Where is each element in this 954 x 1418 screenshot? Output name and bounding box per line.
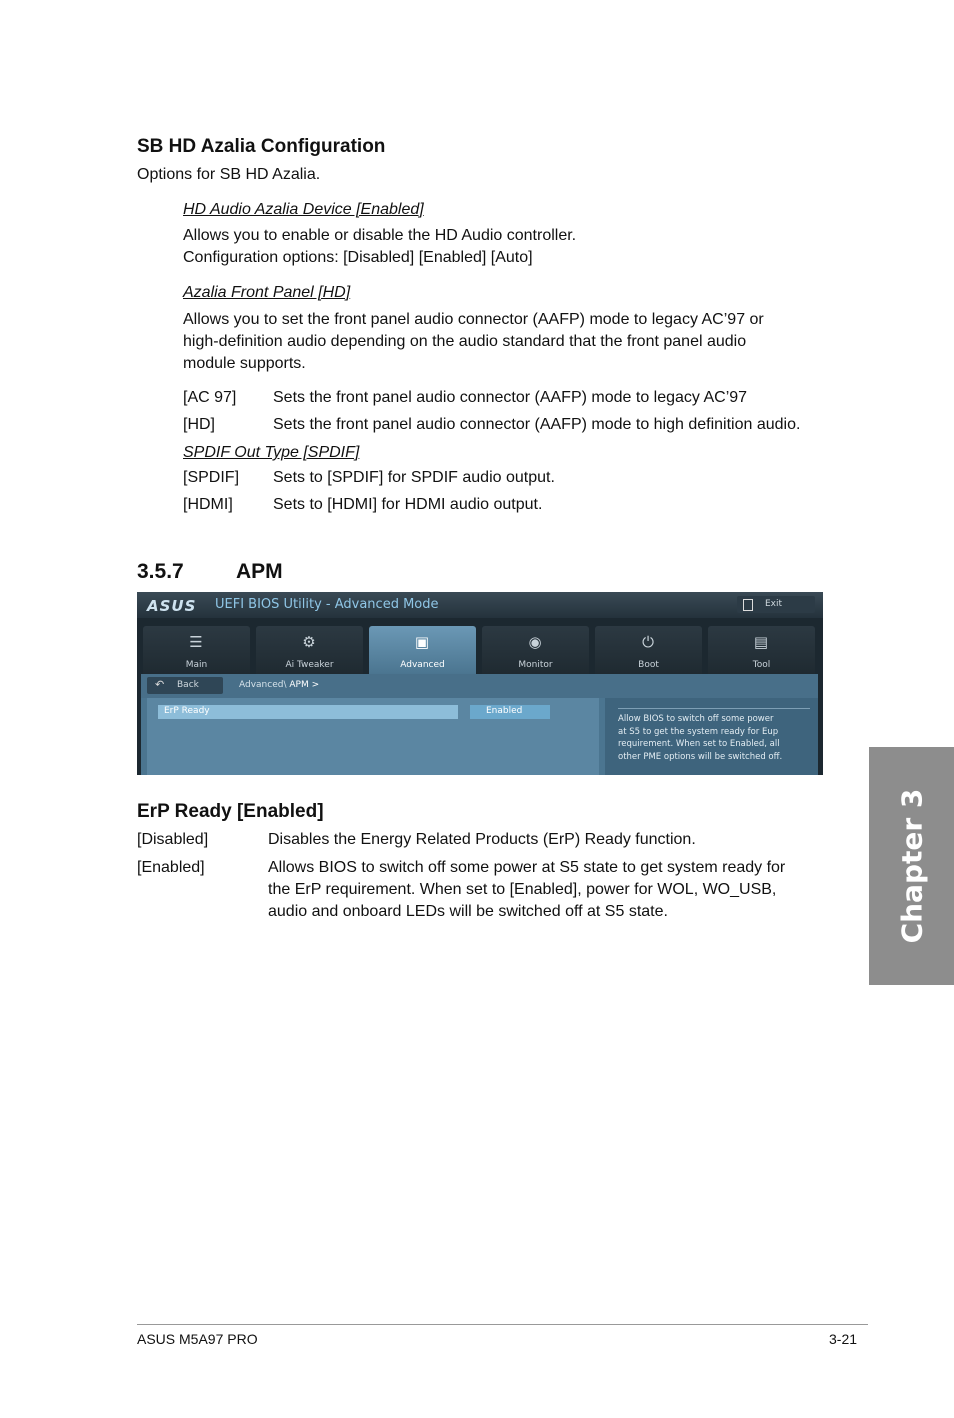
- advanced-icon: ▣: [414, 633, 430, 651]
- erp-ready-value-text: Enabled: [486, 706, 523, 716]
- breadcrumb-current[interactable]: APM >: [289, 680, 320, 690]
- item-desc-line: high-definition audio depending on the audio standard that the front panel audio: [183, 333, 747, 350]
- tab-label: Tool: [752, 660, 771, 670]
- chapter-tab: [869, 747, 954, 985]
- list-icon: ☰: [189, 633, 203, 651]
- erp-ready-value[interactable]: [470, 705, 550, 719]
- tab-tool[interactable]: [708, 626, 815, 674]
- help-line: other PME options will be switched off.: [618, 751, 783, 762]
- breadcrumb-prefix: Advanced\: [239, 680, 287, 690]
- exit-label: Exit: [765, 599, 783, 609]
- option-tag: [AC 97]: [183, 389, 237, 406]
- option-desc: Sets to [HDMI] for HDMI audio output.: [273, 496, 543, 513]
- footer-page-number: 3-21: [829, 1331, 858, 1347]
- breadcrumb-bar: [141, 674, 818, 698]
- option-tag: [HD]: [183, 416, 215, 433]
- exit-icon: [743, 599, 753, 611]
- apm-section-title: APM: [236, 560, 283, 583]
- monitor-icon: ◉: [528, 633, 542, 651]
- tab-advanced[interactable]: [369, 626, 476, 674]
- help-line: requirement. When set to Enabled, all: [618, 739, 780, 750]
- item-desc-line: Allows you to set the front panel audio connector (AAFP) mode to legacy AC’97 or: [183, 311, 764, 328]
- bios-screenshot: [137, 592, 823, 775]
- option-desc: Allows BIOS to switch off some power at S5 state to get system ready for: [268, 859, 786, 876]
- erp-ready-label: ErP Ready: [164, 706, 210, 716]
- tab-label: Advanced: [400, 660, 445, 670]
- bios-content-area: [141, 674, 818, 775]
- item-desc-line: Allows you to enable or disable the HD Audio controller.: [183, 227, 577, 244]
- option-desc: Sets the front panel audio connector (AAFP) mode to high definition audio.: [273, 416, 801, 433]
- apm-section-number: 3.5.7: [137, 560, 184, 583]
- tab-monitor[interactable]: [482, 626, 589, 674]
- footer-product: ASUS M5A97 PRO: [137, 1331, 258, 1347]
- option-desc: audio and onboard LEDs will be switched off at S5 state.: [268, 903, 668, 920]
- help-text: [618, 713, 810, 763]
- tab-boot[interactable]: [595, 626, 702, 674]
- back-button[interactable]: [147, 677, 223, 694]
- bios-title: UEFI BIOS Utility - Advanced Mode: [215, 597, 439, 612]
- section-intro: Options for SB HD Azalia.: [137, 166, 321, 183]
- option-desc: the ErP requirement. When set to [Enabled], power for WOL, WO_USB,: [268, 881, 777, 898]
- tab-label: Main: [185, 660, 208, 670]
- tab-main[interactable]: [143, 626, 250, 674]
- help-panel: [605, 698, 818, 775]
- asus-logo: ASUS: [147, 597, 197, 615]
- option-tag: [Enabled]: [137, 859, 205, 876]
- option-desc: Sets to [SPDIF] for SPDIF audio output.: [273, 469, 555, 486]
- erp-ready-row[interactable]: [158, 705, 458, 719]
- option-tag: [HDMI]: [183, 496, 233, 513]
- item-title-hd-audio: HD Audio Azalia Device [Enabled]: [183, 201, 424, 218]
- back-arrow-icon: ↶: [155, 678, 165, 691]
- tool-icon: ▤: [753, 633, 769, 651]
- option-desc: Disables the Energy Related Products (ErP) Ready function.: [268, 831, 696, 848]
- tab-label: Monitor: [518, 660, 553, 670]
- help-line: at S5 to get the system ready for Eup: [618, 726, 779, 737]
- option-tag: [SPDIF]: [183, 469, 240, 486]
- item-desc-line: module supports.: [183, 355, 306, 372]
- help-divider: [618, 708, 810, 709]
- help-line: Allow BIOS to switch off some power: [618, 714, 774, 724]
- tab-ai-tweaker[interactable]: [256, 626, 363, 674]
- chapter-tab-label: Chapter 3: [895, 788, 928, 944]
- footer-divider: [137, 1324, 868, 1325]
- power-icon: ⏻: [642, 633, 654, 651]
- item-title-spdif: SPDIF Out Type [SPDIF]: [183, 444, 360, 461]
- breadcrumb: [239, 680, 319, 690]
- item-desc-line: Configuration options: [Disabled] [Enabled] [Auto]: [183, 249, 533, 266]
- item-title-front-panel: Azalia Front Panel [HD]: [183, 284, 351, 301]
- option-tag: [Disabled]: [137, 831, 209, 848]
- tab-label: Ai Tweaker: [285, 660, 334, 670]
- erp-heading: ErP Ready [Enabled]: [137, 801, 324, 822]
- option-desc: Sets the front panel audio connector (AAFP) mode to legacy AC’97: [273, 389, 748, 406]
- section-heading: SB HD Azalia Configuration: [137, 136, 386, 157]
- bios-title-bar: [137, 592, 823, 618]
- exit-button[interactable]: [737, 596, 815, 613]
- tweaker-icon: ⚙: [302, 633, 316, 651]
- back-label: Back: [177, 680, 199, 690]
- tab-label: Boot: [638, 660, 659, 670]
